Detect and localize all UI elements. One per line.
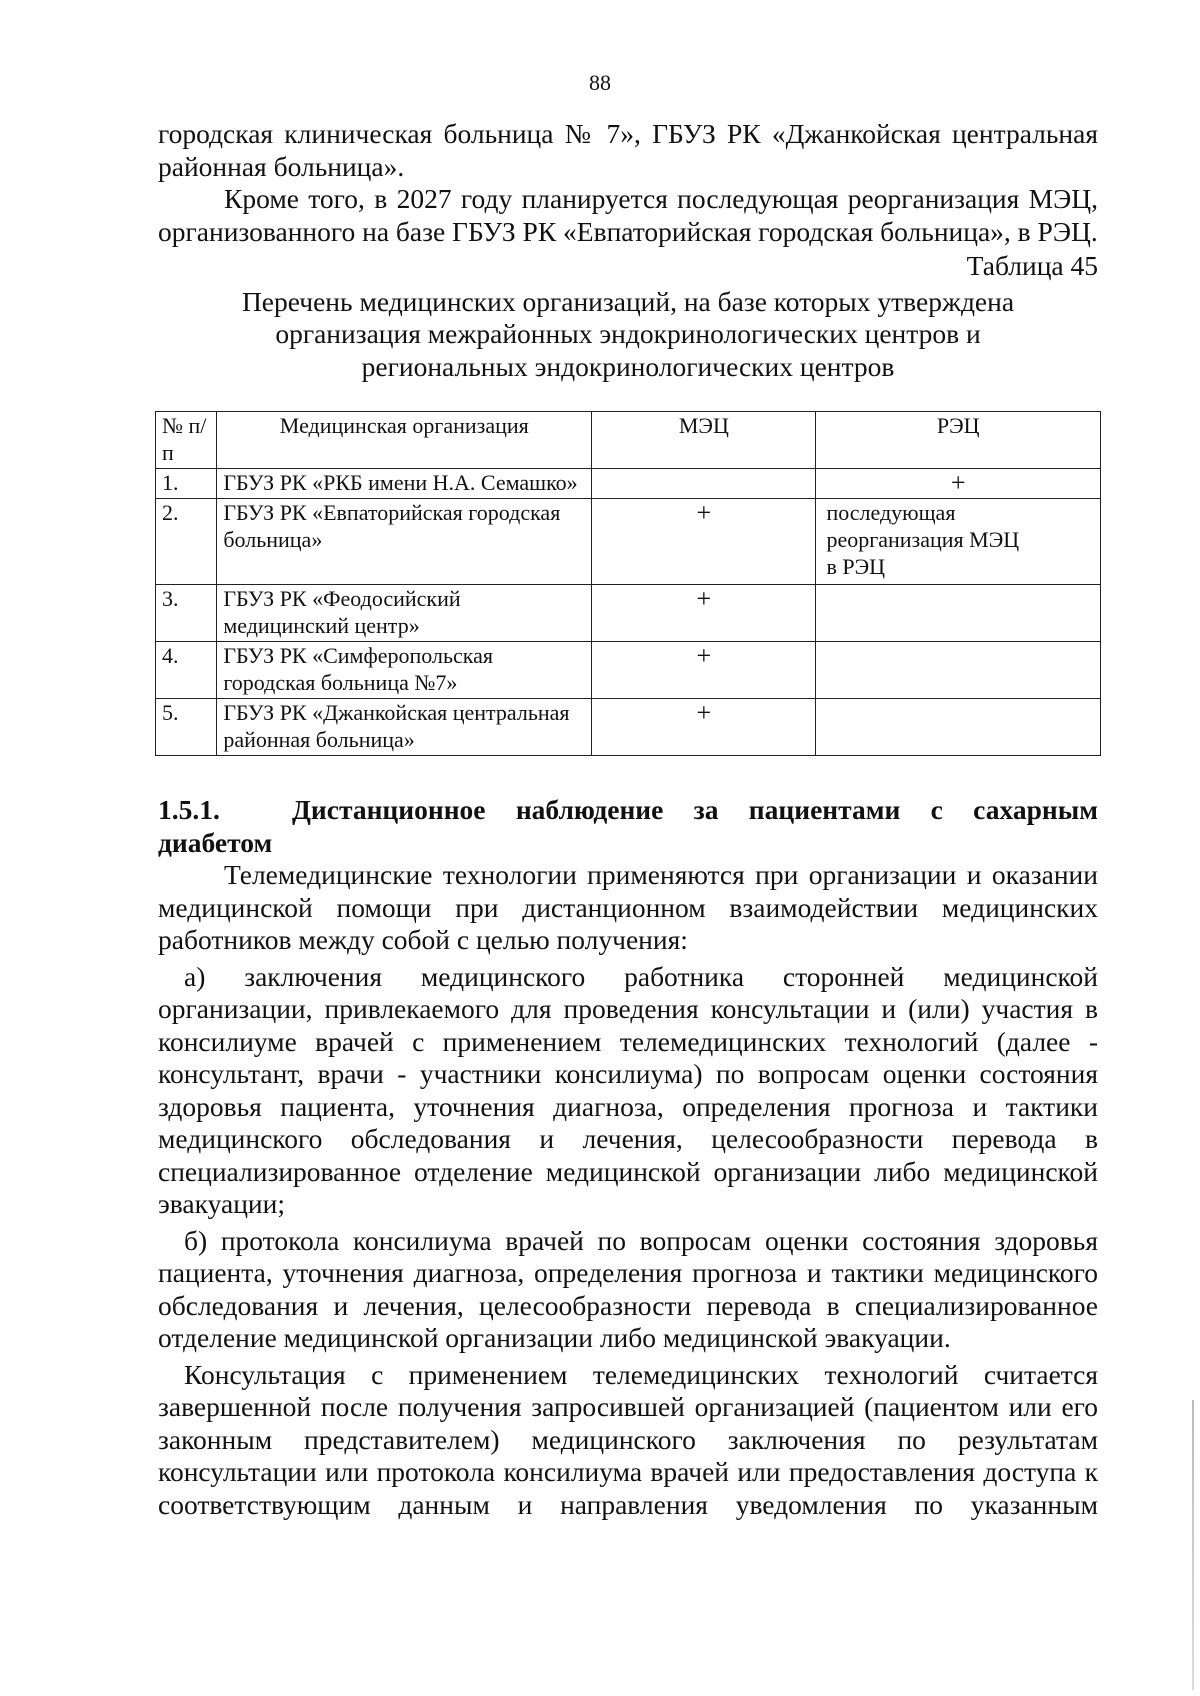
section-title-line <box>292 794 1098 827</box>
cell-mec <box>592 469 816 499</box>
cell-number: 5. <box>156 699 217 756</box>
cell-rec: последующая реорганизация МЭЦ в РЭЦ <box>816 499 1101 585</box>
table-row <box>156 642 1101 699</box>
section-title-word: сахарным <box>973 794 1098 825</box>
cell-organization: ГБУЗ РК «Феодосийский медицинский центр» <box>217 585 592 642</box>
cell-mec: + <box>592 642 816 699</box>
header-mec: МЭЦ <box>592 412 816 469</box>
cell-organization: ГБУЗ РК «Евпаторийская городская больница» <box>217 499 592 585</box>
paragraph-item-b: б) протокола консилиума врачей по вопросам оценки состояния здоровья пациента, уточнения диагноза, определения прогноза и тактики медицинского обследования и лечения, целесообразности перевода в специализированное отделение медицинской организации либо медицинской эвакуации. <box>158 1224 1098 1353</box>
table-caption: Перечень медицинских организаций, на базе которых утверждена организация межрайонных эндокринологических центров и региональных эндокринологических центров <box>241 285 1015 382</box>
page-number: 88 <box>589 70 611 95</box>
section-title-word: пациентами <box>748 794 901 825</box>
paragraph-reorganization: Кроме того, в 2027 году планируется последующая реорганизация МЭЦ, организованного на базе ГБУЗ РК «Евпаторийская городская больница», в РЭЦ. <box>158 183 1098 247</box>
cell-organization: ГБУЗ РК «Джанкойская центральная районная больница» <box>217 699 592 756</box>
cell-number: 2. <box>156 499 217 585</box>
section-title-word: с <box>930 794 943 825</box>
cell-mec: + <box>592 585 816 642</box>
header-rec: РЭЦ <box>816 412 1101 469</box>
table-row <box>156 469 1101 499</box>
cell-rec <box>816 699 1101 756</box>
table-row <box>156 699 1101 756</box>
cell-number: 3. <box>156 585 217 642</box>
section-title-word: Дистанционное <box>292 794 486 825</box>
section-title-word: за <box>693 794 719 825</box>
section-title-rest: диабетом <box>158 826 273 858</box>
cell-rec <box>816 642 1101 699</box>
table-row <box>156 585 1101 642</box>
cell-number: 4. <box>156 642 217 699</box>
section-number: 1.5.1. <box>158 794 220 825</box>
header-organization: Медицинская организация <box>217 412 592 469</box>
table-label: Таблица 45 <box>966 250 1098 281</box>
cell-number: 1. <box>156 469 217 499</box>
cell-mec: + <box>592 699 816 756</box>
paragraph-telemedicine: Телемедицинские технологии применяются при организации и оказании медицинской помощи при дистанционном взаимодействии медицинских работников между собой с целью получения: <box>158 859 1098 955</box>
cell-rec: + <box>816 469 1101 499</box>
section-title-word: наблюдение <box>515 794 664 825</box>
scan-edge-shadow <box>1192 1400 1194 1690</box>
header-number: № п/п <box>156 412 217 469</box>
cell-rec <box>816 585 1101 642</box>
organizations-table <box>155 411 1101 756</box>
table-header-row <box>156 412 1101 469</box>
cell-organization: ГБУЗ РК «РКБ имени Н.А. Семашко» <box>217 469 592 499</box>
paragraph-consultation: Консультация с применением телемедицинских технологий считается завершенной после получения запросившей организацией (пациентом или его законным представителем) медицинского заключения по результатам консультации или протокола консилиума врачей или предоставления доступа к соответствующим данным и направления уведомления по указанным <box>158 1358 1098 1520</box>
page-content <box>158 118 1098 1521</box>
section-heading <box>158 794 1098 859</box>
cell-organization: ГБУЗ РК «Симферопольская городская больница №7» <box>217 642 592 699</box>
paragraph-continuation: городская клиническая больница № 7», ГБУЗ РК «Джанкойская центральная районная больница». <box>158 118 1098 182</box>
paragraph-item-a: а) заключения медицинского работника сторонней медицинской организации, привлекаемого для проведения консультации и (или) участия в консилиуме врачей с применением телемедицинских технологий (далее - консультант, врачи - участники консилиума) по вопросам оценки состояния здоровья пациента, уточнения диагноза, определения прогноза и тактики медицинского обследования и лечения, целесообразности перевода в специализированное отделение медицинской организации либо медицинской эвакуации; <box>158 960 1098 1219</box>
cell-mec: + <box>592 499 816 585</box>
table-row <box>156 499 1101 585</box>
